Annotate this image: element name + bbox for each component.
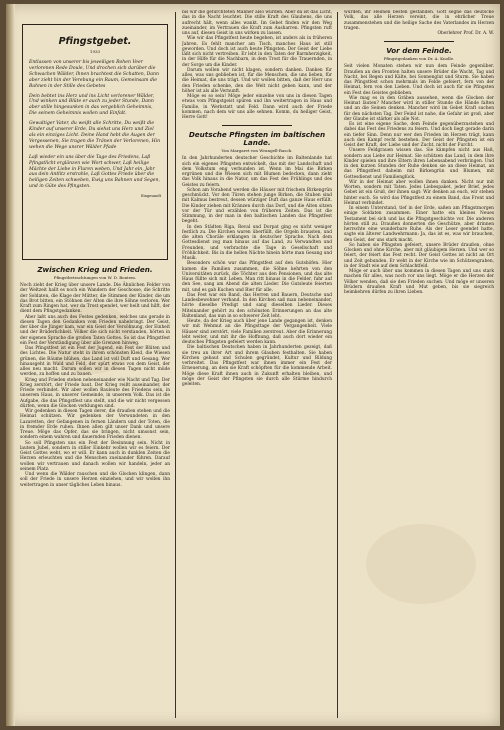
column-right [344,10,494,720]
article-paragraph: Es ist eine eigene Sache, dem Feinde gegenüberzustehen und dabei das Fest des Friedens zu feiern. Und doch liegt gerade darin ein tiefer Sinn. Denn nur wer den Frieden im Herzen trägt, kann auch den Kampf recht bestehen. Der Geist der Pfingsten ist ein Geist der Kraft, der Liebe und der Zucht, nicht der Furcht. [344,122,494,148]
column-middle [182,10,332,720]
right-article-title: Vor dem Feinde. [386,46,452,56]
section-divider [384,41,454,42]
article-signature: Oberlehrer Prof. Dr. A. W. [437,31,494,36]
article-paragraph: Wie wir das Pfingstfest heute begehen, ist anders als in früheren Jahren. Es fehlt mancher am Tisch, manches Haus ist still geworden. Und doch ist auch heute Pfingsten. Der Geist der Liebe läßt sich nicht vertreiben. Er lebt in den Taten der Barmherzigkeit, in der Hilfe für die Nachbarn, in dem Trost für die Trauernden, in der Sorge um die Kinder. [182,36,332,68]
poem-stanza: Dein bebtet ins Herz und ins Licht verlorener Wälder, Und winken und Blüte er auch zu jeder Stunde, Dann aber stille hingesunken in das vergeblich Geheimnis, Die seinem Geheimnis wollen und Einfalt. [29,93,155,117]
article-paragraph: Wir gedenken in diesen Tagen derer, die draußen stehen und die Heimat schützen. Wir gedenken der Verwundeten in den Lazaretten, der Gefangenen in fernen Ländern und der Toten, die in fremder Erde ruhen. Ihnen allen gilt unser Dank und unsere Treue. Möge das Opfer, das sie bringen, nicht umsonst sein, sondern einem wahren und dauernden Frieden dienen. [20,409,170,441]
article-paragraph: Das Pfingstfest ist ein Fest der Jugend, ein Fest der Blüten und des Lichtes. Die Natur steht in ihrem schönsten Kleid, die Wiesen grünen, die Bäume blühen, das Land ist voll Duft und Gesang. Wer hinausgeht in Wald und Feld, der spürt etwas von dem Geist, der alles neu macht. Darum sollen wir in diesen Tagen nicht müde werden, zu hoffen und zu bauen. [20,346,170,378]
article-paragraph: Wir in der Heimat aber wollen ihnen danken. Nicht nur mit Worten, sondern mit Taten. Jedes Liebespaket, jeder Brief, jedes Gebet ist ein Gruß, der ihnen sagt: Wir denken an euch, wir stehen hinter euch. So wird das Pfingstfest zu einem Band, das Front und Heimat verbindet. [344,179,494,206]
poem-stanza: Gewaltiger Vater, du weißt alle Schritte, Du weißt die Kinder auf unserer Erde, Du siehst uns Herz und Ziel als ein einziges Licht. Deine Hand hebt die Augen der Vergessenen, Sie tragen die Tränen der Verlorenen, Hin wehen die Wege unsrer Wälder Pfade [29,121,161,150]
article-paragraph: bis wir die gefürchteten Männer also würden. Aber da ist das Licht, das in die Nacht leuchtet. Die stille Kraft des Glaubens, die uns aufrecht hält, wenn alles wankt. Im Gebet finden wir den Weg zueinander, im Vertrauen die Kraft zum Ausharren. Pfingsten ruft uns auf, diesen Geist in uns wirken zu lassen. [182,10,332,36]
poem-title: Pfingstgebet. [58,36,132,47]
middle-article-title: Deutsche Pfingsten im baltischen Lande. [188,130,326,148]
column-left [20,10,170,720]
article-paragraph: Das Fest war ein Band, das Herren und Bauern, Deutsche und Landesbewohner verband. In den Kirchen saß man nebeneinander, hörte dieselbe Predigt und sang dieselben Lieder. Dieses Miteinander gehört zu den schönsten Erinnerungen an das alte Baltenland, das nun in so schwerer Zeit lebt. [182,292,332,319]
poem-stanza: Entlassen von unserer bis jeweiligen Rohen Veer verlorenen Rede Doule, Und drochen sich darüber die Schwachen Wälder, Ihnen brachtest die Schatten, Dann aber zieht hin der Verebung ein Raum, Gemeinsam die Bahnen in der Stille des Gebetes [29,60,159,89]
column-rule-left [175,12,176,718]
section-divider [222,125,292,126]
right-article-byline: Pfingstgedanken von Dr. A. Knolle. [383,56,455,62]
left-article-title: Zwischen Krieg und Frieden. [37,265,153,274]
newspaper-page [6,4,500,726]
article-paragraph: So haben sie Pfingsten gefeiert, unsere Brüder draußen, ohne Glocken und ohne Kirche, aber mit gläubigem Herzen. Und wer so feiert, der feiert das Fest recht. Der Geist Gottes ist nicht an Ort und Zeit gebunden. Er weht in der Kirche wie im Schützengraben, in der Stadt wie auf dem Schlachtfeld. [344,242,494,269]
middle-article-byline: Von Margaret von Wrangell-Rasch. [221,148,293,154]
article-paragraph: Und wenn die Wälder rauschen und die Glocken klingen, dann soll der Friede in unsere Herzen einziehen, und wir wollen ihn weitertragen in unser tägliches Leben hinaus. [20,472,170,488]
page-binding-shadow [6,4,15,726]
poem-box [22,24,168,260]
article-paragraph: Unsere Feldgrauen wissen das. Sie kämpfen nicht aus Haß, sondern aus Liebe zur Heimat. Sie schützen das Land, in dem ihre Kinder spielen und ihre Eltern ihren Lebensabend verbringen. Und in den kurzen Stunden der Ruhe denken sie an diese Heimat, an das Pfingstfest daheim mit Birkengrün und Blumen, mit Gottesdienst und Familienglück. [344,148,494,180]
article-paragraph: Aber laßt uns auch des Festes gedenken, welches uns gerade in diesen Tagen den Gedanken vom Frieden nahebringt. Der Geist, der über die Jünger kam, war ein Geist der Versöhnung, der Einheit und der Brüderlichkeit. Völker die sich nicht verstanden, hörten in der eigenen Sprache die großen Taten Gottes. So ist das Pfingstfest ein Fest der Verständigung über alle Grenzen hinweg. [20,314,170,346]
article-paragraph: Schon am Vorabend werden die Häuser mit frischem Birkengrün geschmückt. Vor den Türen stehen junge Birken, die Stuben sind mit Kalmus bestreut, dessen würziger Duft das ganze Haus erfüllt. Die Kinder ziehen mit Kränzen durch das Dorf, und die Alten sitzen vor der Tür und erzählen von früheren Zeiten. Das ist die Stimmung, in der man in den baltischen Landen das Pfingstfest begeht. [182,187,332,225]
article-paragraph: Noch zieht der Krieg über unsere Lande. Die Ähnlichen Felder von der Weltzeit hallt es noch ein Wandern der Geschosse, die Schritte der Soldaten, die Klage der Mütter, die Stimmen der Kinder, die um das Brot bitten, ein Stöhnen der Alten die ihre Söhne verloren. Wer Kraft zum Ringen hat, wer da Trost spendet, wer heilt und hilft, der dient dem Pfingstgedanken. [20,283,170,315]
article-paragraph: wurden, ihr Heimen besten gestanden. Gott segne das deutsche Volk, das alle Herzen vereint, die in ehrlicher Treue zusammenstehen und die heilige Sache des Vaterlandes im Herzen tragen. [344,10,494,31]
article-paragraph: Besonders schön war das Pfingstfest auf den Gutshöfen. Hier kamen die Familien zusammen, die Söhne kehrten von den Universitäten zurück, die Töchter aus den Pensionen, und das alte Haus füllte sich mit Leben. Man ritt hinaus in die Felder, fuhr auf den See, sang am Abend die alten Lieder. Die Gutsleute feierten mit, und es gab Kuchen und Bier für alle. [182,261,332,293]
article-paragraph: Heute, da der Krieg auch über jene Lande gegangen ist, denken wir mit Wehmut an die Pfingsttage der Vergangenheit. Viele Häuser sind zerstört, viele Familien zerstreut. Aber die Erinnerung lebt weiter, und mit ihr die Hoffnung, daß auch dort wieder ein deutsches Pfingsten gefeiert werden kann. [182,319,332,345]
poem-verses [29,60,161,190]
left-article-byline: Pfingstbetrachtungen von W. D. Bontem. [53,275,137,280]
article-paragraph: In einem Unterstand, tief in der Erde, saßen am Pfingstmorgen einige Soldaten zusammen. Einer hatte ein kleines Neues Testament bei sich und las die Pfingstgeschichte vor. Die anderen hörten still zu. Draußen donnerten die Geschütze, aber drinnen herrschte eine wunderbare Ruhe. Als der Leser geendet hatte, sagte ein älterer Landwehrmann: Ja, das ist es, was wir brauchen, den Geist, der uns stark macht. [344,206,494,243]
article-paragraph: In den Jahrhunderten deutscher Geschichte im Baltenlande hat sich ein eigenes Pfingsten entwickelt, das mit der Landschaft und dem Volkstum eng verbunden ist. Wenn im Mai die Birken ergrünen und die Wiesen sich mit Blumen bedecken, dann zieht das Volk hinaus in die Natur, um das Fest des Frühlings und des Geistes zu feiern. [182,156,332,188]
article-paragraph: Möge er auch über uns kommen in diesen Tagen und uns stark machen für alles, was noch vor uns liegt. Möge er die Herzen der Völker wenden, daß sie den Frieden suchen. Und möge er unseren Brüdern draußen Kraft und Mut geben, bis sie siegreich heimkehren dürfen zu ihren Lieben. [344,269,494,295]
article-paragraph: In den Städten Riga, Reval und Dorpat ging es nicht weniger festlich zu. Die Kirchen waren überfüllt, die Orgeln brausten, und die alten Choräle erklangen in deutscher Sprache. Nach dem Gottesdienst zog man hinaus auf das Land, zu Verwandten und Freunden, und verbrachte die Tage in Gesellschaft und Fröhlichkeit. Bis in die hellen Nächte hinein hörte man Gesang und Musik. [182,224,332,261]
poem-stanza: Laß wieder ein uns über die Tage des Friedens, Laß Pfingstlicht erglänzen wie Wort schwer, Laß heilige Mächte der Liebe in Fluren weben, Und Jahr ein, Jahr aus dein Antlitz erstrahle, Laß Gottes Friede über die heiligen Zeiten schweben, Ewig uns Bahnen und Segen, und in Güte des Pfingsten. [29,154,160,190]
article-paragraph: Krieg und Frieden stehen nebeneinander wie Nacht und Tag. Der Krieg zerstört, der Friede baut. Der Krieg reißt auseinander, der Friede verbindet. Wir aber wollen Bauleute des Friedens sein, in unserem Haus, in unserer Gemeinde, in unserem Volk. Das ist die Aufgabe, die das Pfingstfest uns stellt, und die wir nicht vergessen dürfen, wenn die Glocken verklungen sind. [20,377,170,409]
article-paragraph: So soll Pfingsten uns ein Fest der Besinnung sein. Nicht in lautem Jubel, sondern in stiller Einkehr wollen wir es feiern. Der Geist Gottes weht, wo er will. Er kann auch in dunklen Zeiten die Herzen erleuchten und die Menschen zueinander führen. Darauf wollen wir vertrauen und danach wollen wir handeln, jeder an seinem Platz. [20,440,170,472]
poem-subtitle: 1933 [89,49,101,54]
article-paragraph: Möge es so sein! Möge jeder einzelne von uns in diesen Tagen etwas vom Pfingstgeist spüren und ihn weitertragen in Haus und Familie, in Werkstatt und Feld. Dann wird auch der Friede kommen, nach dem wir uns alle sehnen. Komm, du heiliger Geist, Herre Gott! [182,94,332,120]
article-paragraph: Seit vielen Monaten stehen wir nun dem Feinde gegenüber. Draußen an den Fronten halten unsere Brüder die Wacht, Tag und Nacht, bei Regen und Kälte, bei Sonnenglut und Sturm. Sie haben das Pfingstfest schon mehrmals im Felde gefeiert, fern von der Heimat, fern von den Lieben. Und doch ist auch für sie Pfingsten ein Fest des Geistes geblieben. [344,64,494,96]
article-paragraph: Darum wollen wir nicht klagen, sondern danken. Danken für alles, was uns geblieben ist, für die Menschen, die uns lieben, für die Heimat, die uns trägt. Und wir wollen bitten, daß der Herr uns den Frieden schenke, den die Welt nicht geben kann, und der höher ist als alle Vernunft. [182,67,332,94]
column-rule-right [337,12,338,718]
poem-signoff: Eingesandt [140,194,161,199]
article-paragraph: Die baltischen Deutschen haben in Jahrhunderten gezeigt, daß sie treu an ihrer Art und ihrem Glauben festhalten. Sie haben Kirchen gebaut und Schulen gegründet, Kultur und Bildung verbreitet. Das Pfingstfest war ihnen immer ein Fest der Erneuerung, an dem sie Kraft schöpften für die kommende Arbeit. Möge diese Kraft ihnen auch in Zukunft erhalten bleiben, und möge der Geist der Pfingsten sie durch alle Stürme hindurch geleiten. [182,345,332,387]
article-paragraph: Wie mag es in den Gräben aussehen, wenn die Glocken der Heimat läuten? Mancher wird in stiller Stunde die Hände falten und an die Seinen denken. Mancher wird im Gebet Kraft suchen für den nächsten Tag. Der Feind ist nahe, die Gefahr ist groß, aber der Glaube ist stärker als alle Not. [344,95,494,122]
